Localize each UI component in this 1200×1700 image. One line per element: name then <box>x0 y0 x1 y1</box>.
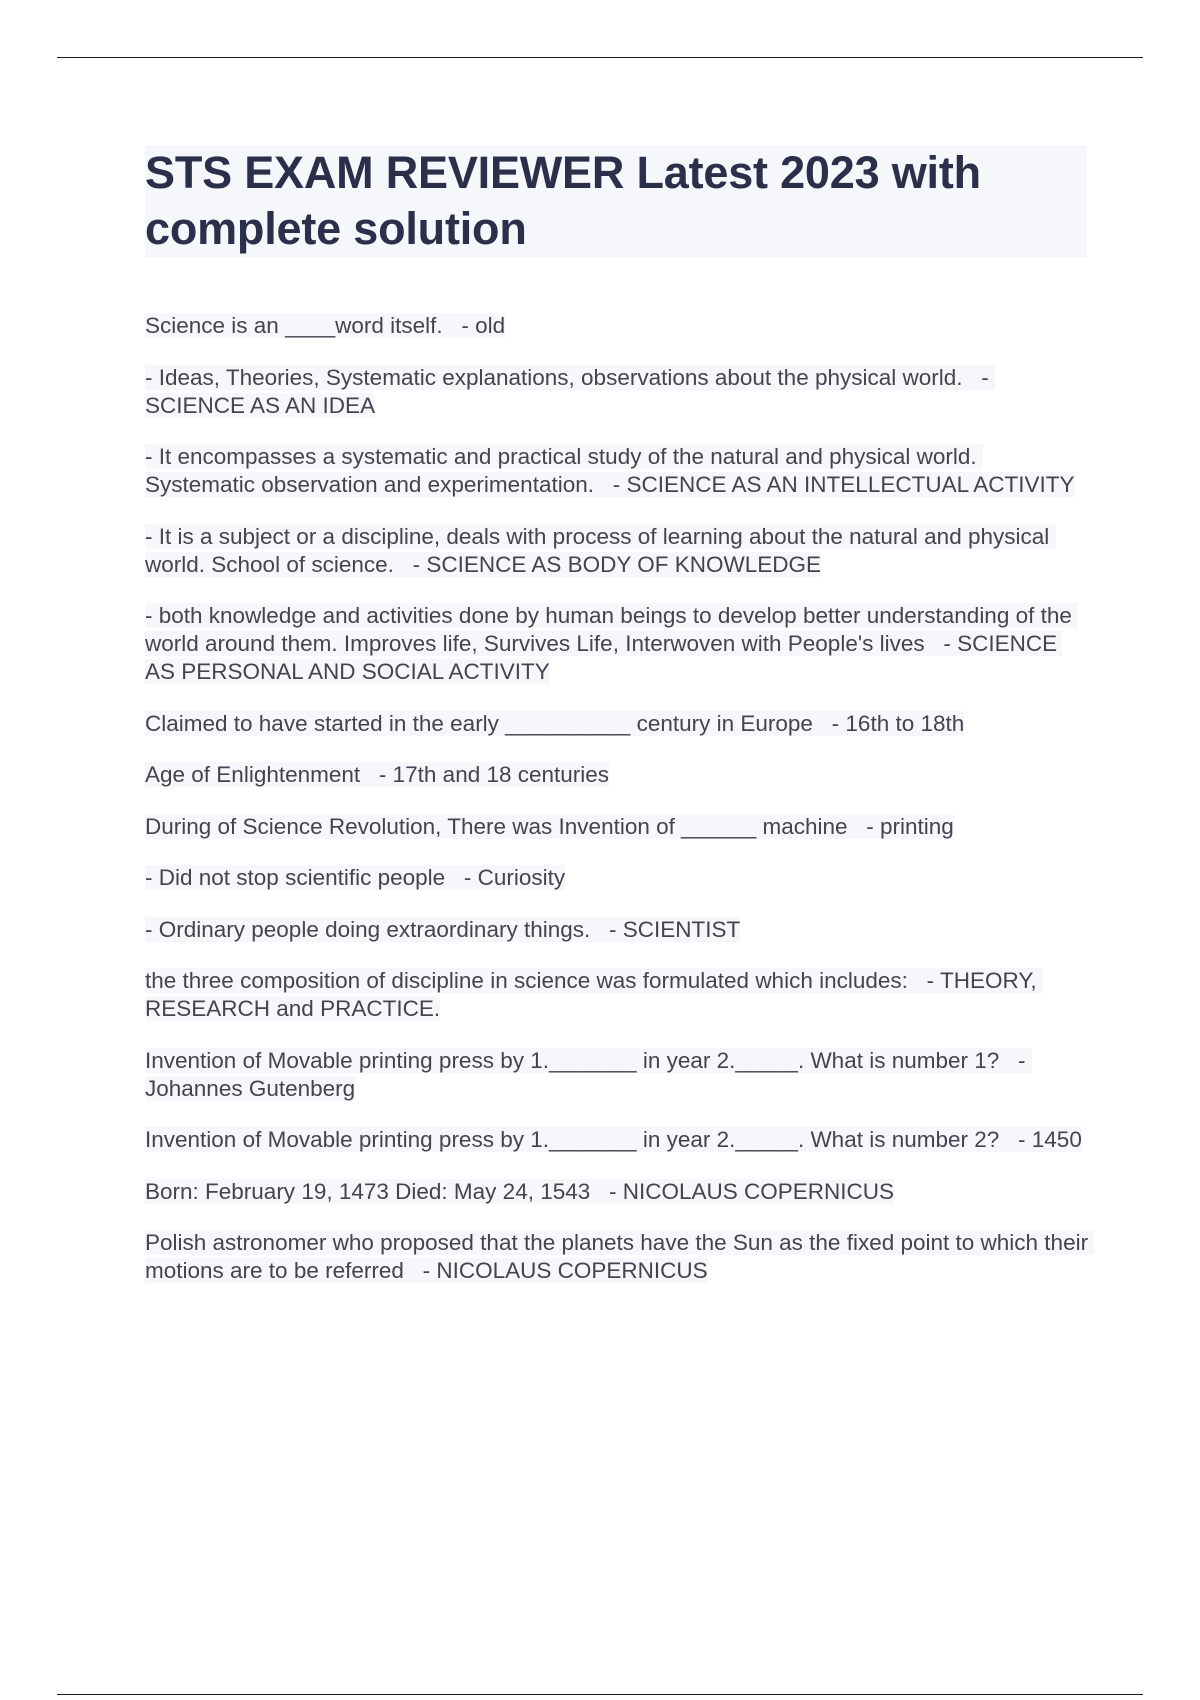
qa-item-5 <box>145 602 1090 686</box>
qa-text: Invention of Movable printing press by 1._______ in year 2._____. What is number 2? - 1450 <box>145 1127 1082 1152</box>
bottom-rule <box>57 1694 1143 1695</box>
qa-item-7 <box>145 761 1090 789</box>
qa-text: Age of Enlightenment - 17th and 18 centuries <box>145 762 610 787</box>
qa-text: During of Science Revolution, There was Invention of ______ machine - printing <box>145 813 954 839</box>
qa-item-10 <box>145 916 1090 944</box>
qa-text: - both knowledge and activities done by human beings to develop better understanding of the world around them. Improves life, Survives Life, Interwoven with People's lives - SCIENCE AS PERSONAL AND SOCIAL ACTIVITY <box>145 603 1079 684</box>
qa-text: Claimed to have started in the early __________ century in Europe - 16th to 18th <box>145 710 965 736</box>
qa-text: Born: February 19, 1473 Died: May 24, 1543 - NICOLAUS COPERNICUS <box>145 1178 895 1204</box>
top-rule <box>57 57 1143 58</box>
qa-item-12 <box>145 1047 1090 1103</box>
qa-text: the three composition of discipline in science was formulated which includes: - THEORY, RESEARCH and PRACTICE. <box>145 968 1043 1021</box>
qa-item-4 <box>145 523 1090 579</box>
title-block <box>145 145 1087 257</box>
qa-item-2 <box>145 364 1090 420</box>
qa-item-1 <box>145 312 1090 340</box>
qa-text: - Ideas, Theories, Systematic explanations, observations about the physical world. - SCIENCE AS AN IDEA <box>145 364 996 418</box>
qa-text: Invention of Movable printing press by 1._______ in year 2._____. What is number 1? - Johannes Gutenberg <box>145 1047 1032 1101</box>
qa-item-6 <box>145 710 1090 738</box>
qa-item-13 <box>145 1126 1090 1154</box>
qa-text: Polish astronomer who proposed that the planets have the Sun as the fixed point to which their motions are to be referred - NICOLAUS COPERNICUS <box>145 1230 1095 1283</box>
qa-item-15 <box>145 1229 1095 1285</box>
qa-text: - Ordinary people doing extraordinary things. - SCIENTIST <box>145 916 741 942</box>
qa-item-3 <box>145 443 1090 499</box>
qa-item-9 <box>145 864 1090 892</box>
qa-text: - Did not stop scientific people - Curiosity <box>145 865 566 890</box>
qa-item-11 <box>145 967 1090 1023</box>
qa-item-14 <box>145 1178 1090 1206</box>
qa-list <box>145 312 1095 1309</box>
qa-item-8 <box>145 813 1090 841</box>
qa-text: - It encompasses a systematic and practical study of the natural and physical world. Systematic observation and experimentation. - SCIENCE AS AN INTELLECTUAL ACTIVITY <box>145 444 1075 497</box>
document-title: STS EXAM REVIEWER Latest 2023 with complete solution <box>145 147 981 254</box>
qa-text: - It is a subject or a discipline, deals with process of learning about the natural and physical world. School of science. - SCIENCE AS BODY OF KNOWLEDGE <box>145 523 1056 577</box>
qa-text: Science is an ____word itself. - old <box>145 313 506 338</box>
